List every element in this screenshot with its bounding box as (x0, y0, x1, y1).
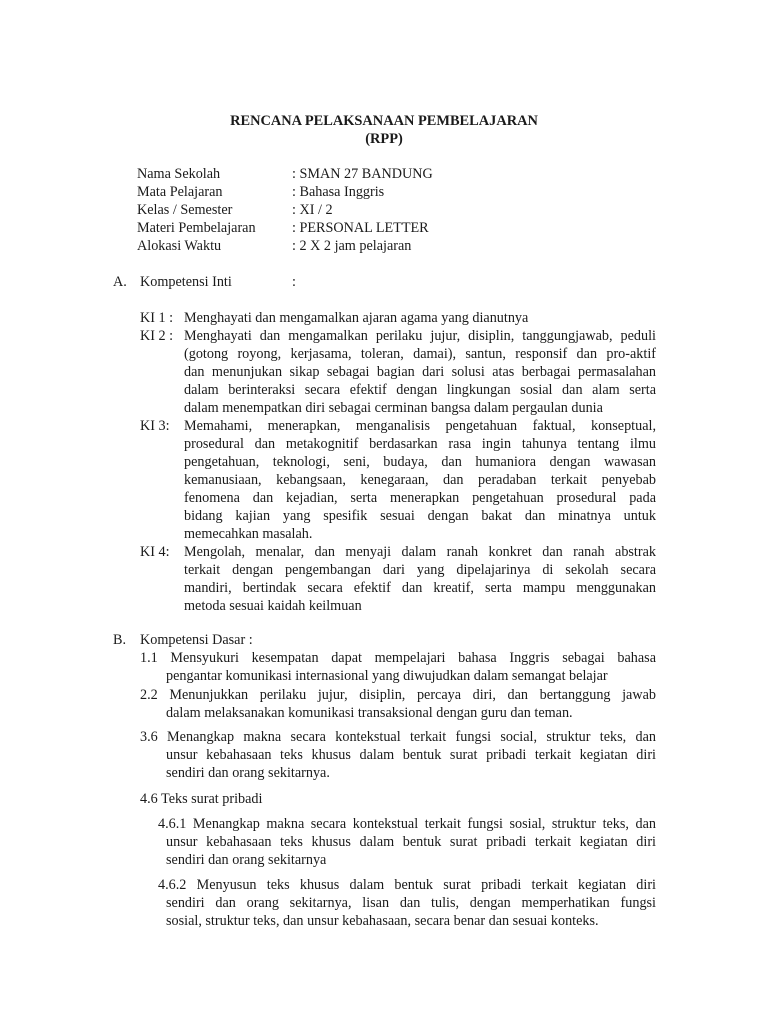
identity-label: Kelas / Semester (137, 202, 233, 218)
identity-label: Alokasi Waktu (137, 238, 222, 254)
ki-line: (gotong royong, kerjasama, toleran, damai), santun, responsif dan pro-aktif (184, 346, 656, 362)
ki-label: KI 1 : (140, 310, 174, 326)
ki-line: Menghayati dan mengamalkan ajaran agama yang dianutnya (184, 310, 529, 326)
section-b-heading: Kompetensi Dasar : (140, 632, 253, 648)
ki-line: pengetahuan, teknologi, seni, budaya, dan humaniora dengan wawasan (184, 454, 656, 470)
identity-value: : 2 X 2 jam pelajaran (292, 238, 412, 254)
ki-line: dalam berinteraksi secara efektif dengan lingkungan sosial dan alam serta (184, 382, 656, 398)
section-a-heading: Kompetensi Inti (140, 274, 232, 290)
identity-label: Materi Pembelajaran (137, 220, 256, 236)
ki-label: KI 3: (140, 418, 170, 434)
kd-2-2-cont: dalam melaksanakan komunikasi transaksional dengan guru dan teman. (166, 705, 573, 721)
kd-3-6-cont: unsur kebahasaan teks khusus dalam bentuk surat pribadi terkait kegiatan diri (166, 747, 656, 763)
kd-4-6-2-cont: sosial, struktur teks, dan unsur kebahasaan, secara benar dan sesuai konteks. (166, 913, 599, 929)
kd-2-2: 2.2 Menunjukkan perilaku jujur, disiplin, percaya diri, dan bertanggung jawab (140, 687, 656, 703)
kd-4-6-1-cont: sendiri dan orang sekitarnya (166, 852, 327, 868)
kd-1-1-cont: pengantar komunikasi internasional yang diwujudkan dalam semangat belajar (166, 668, 608, 684)
identity-value: : PERSONAL LETTER (292, 220, 429, 236)
ki-line: mandiri, bertindak secara efektif dan kreatif, serta mampu menggunakan (184, 580, 656, 596)
section-a-colon: : (292, 274, 296, 290)
kd-4-6-1-cont: unsur kebahasaan teks khusus dalam bentuk surat pribadi terkait kegiatan diri (166, 834, 656, 850)
ki-line: metoda sesuai kaidah keilmuan (184, 598, 362, 614)
ki-label: KI 2 : (140, 328, 174, 344)
ki-line: dan menunjukan sikap sebagai bagian dari solusi atas berbagai permasalahan (184, 364, 656, 380)
document-subtitle: (RPP) (365, 131, 403, 147)
identity-value: : SMAN 27 BANDUNG (292, 166, 433, 182)
document-title: RENCANA PELAKSANAAN PEMBELAJARAN (230, 113, 538, 129)
ki-line: dalam menempatkan diri sebagai cerminan bangsa dalam pergaulan dunia (184, 400, 603, 416)
ki-line: Memahami, menerapkan, menganalisis pengetahuan faktual, konseptual, (184, 418, 656, 434)
identity-value: : XI / 2 (292, 202, 333, 218)
ki-line: Mengolah, menalar, dan menyaji dalam ranah konkret dan ranah abstrak (184, 544, 656, 560)
identity-value: : Bahasa Inggris (292, 184, 385, 200)
ki-line: memecahkan masalah. (184, 526, 313, 542)
kd-1-1: 1.1 Mensyukuri kesempatan dapat mempelajari bahasa Inggris sebagai bahasa (140, 650, 656, 666)
kd-4-6-2-cont: sendiri dan orang sekitarnya, lisan dan tulis, dengan memperhatikan fungsi (166, 895, 656, 911)
ki-label: KI 4: (140, 544, 170, 560)
ki-line: fenomena dan kejadian, serta menerapkan pengetahuan prosedural pada (184, 490, 656, 506)
ki-line: bidang kajian yang spesifik sesuai dengan bakat dan minatnya untuk (184, 508, 656, 524)
kd-4-6-2: 4.6.2 Menyusun teks khusus dalam bentuk surat pribadi terkait kegiatan diri (158, 877, 656, 893)
ki-line: Menghayati dan mengamalkan perilaku jujur, disiplin, tanggungjawab, peduli (184, 328, 656, 344)
ki-line: kemanusiaan, kebangsaan, kenegaraan, dan peradaban terkait penyebab (184, 472, 656, 488)
identity-label: Mata Pelajaran (137, 184, 223, 200)
section-b-marker: B. (113, 632, 127, 648)
kd-3-6: 3.6 Menangkap makna secara kontekstual terkait fungsi social, struktur teks, dan (140, 729, 656, 745)
section-a-marker: A. (113, 274, 127, 290)
ki-line: terkait dengan pengembangan dari yang dipelajarinya di sekolah secara (184, 562, 656, 578)
kd-4-6: 4.6 Teks surat pribadi (140, 791, 263, 807)
identity-label: Nama Sekolah (137, 166, 221, 182)
ki-line: prosedural dan metakognitif berdasarkan rasa ingin tahunya tentang ilmu (184, 436, 656, 452)
kd-4-6-1: 4.6.1 Menangkap makna secara kontekstual terkait fungsi sosial, struktur teks, dan (158, 816, 656, 832)
kd-3-6-cont: sendiri dan orang sekitarnya. (166, 765, 330, 781)
